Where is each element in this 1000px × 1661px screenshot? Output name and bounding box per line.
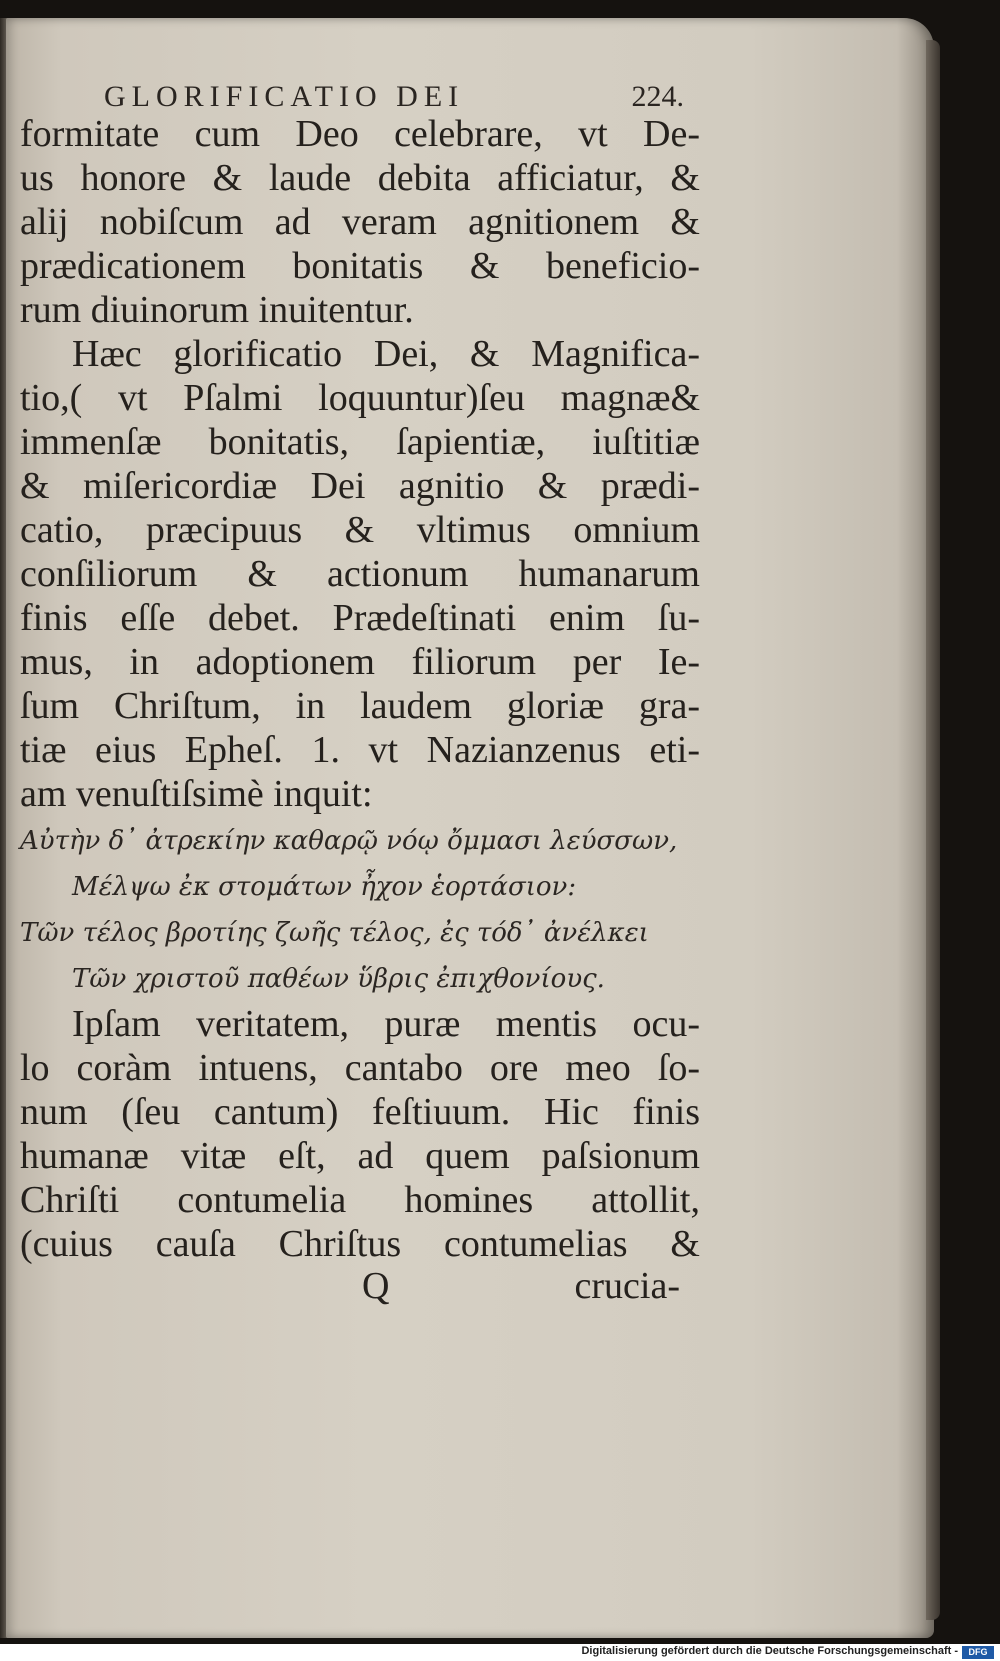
text-line: Chriſti contumelia homines attollit, — [20, 1179, 700, 1221]
greek-line: Μέλψω ἐκ στομάτων ἦχον ἑορτάσιον: — [72, 872, 577, 902]
greek-line: Τῶν χριστοῦ παθέων ὕβρις ἐπιχθονίους. — [72, 964, 605, 994]
text-line: finis eſſe debet. Prædeſtinati enim ſu- — [20, 597, 700, 639]
text-line: (cuius cauſa Chriſtus contumelias & — [20, 1223, 700, 1265]
page-footer-line — [20, 1264, 680, 1308]
text-line: Hæc glorificatio Dei, & Magnifica- — [72, 333, 700, 375]
text-line: num (ſeu cantum) feſtiuum. Hic finis — [20, 1091, 700, 1133]
text-line: alij nobiſcum ad veram agnitionem & — [20, 201, 700, 243]
funding-credit: Digitalisierung gefördert durch die Deutsche Forschungsgemeinschaft - — [581, 1645, 958, 1657]
greek-line: Αὐτὴν δ᾽ ἀτρεκίην καθαρῷ νόῳ ὄμμασι λεύσσων, — [20, 826, 678, 856]
greek-verse — [20, 818, 700, 1002]
text-line: rum diuinorum inuitentur. — [20, 289, 414, 331]
main-text — [20, 112, 700, 1266]
text-line: Ipſam veritatem, puræ mentis ocu- — [72, 1003, 700, 1045]
text-line: formitate cum Deo celebrare, vt De- — [20, 113, 700, 155]
text-line: am venuſtiſsimè inquit: — [20, 773, 373, 815]
dfg-logo: DFG — [962, 1646, 994, 1659]
signature-mark: Q — [362, 1265, 390, 1307]
text-line: mus, in adoptionem filiorum per Ie- — [20, 641, 700, 683]
page-edge — [926, 40, 940, 1620]
text-line: humanæ vitæ eſt, ad quem paſsionum — [20, 1135, 700, 1177]
text-line: tio,( vt Pſalmi loquuntur)ſeu magnæ& — [20, 377, 700, 419]
text-line: conſiliorum & actionum humanarum — [20, 553, 700, 595]
text-line: prædicationem bonitatis & beneficio- — [20, 245, 700, 287]
text-line: ſum Chriſtum, in laudem gloriæ gra- — [20, 685, 700, 727]
text-line: lo coràm intuens, cantabo ore meo ſo- — [20, 1047, 700, 1089]
digitization-footer — [0, 1644, 1000, 1661]
text-line: tiæ eius Epheſ. 1. vt Nazianzenus eti- — [20, 729, 700, 771]
running-head: GLORIFICATIO DEI — [104, 80, 465, 113]
text-line: immenſæ bonitatis, ſapientiæ, iuſtitiæ — [20, 421, 700, 463]
greek-line: Τῶν τέλος βροτίης ζωῆς τέλος, ἐς τόδ᾽ ἀνέλκει — [20, 918, 649, 948]
page-number: 224. — [631, 80, 684, 113]
catchword: crucia- — [574, 1265, 680, 1307]
text-line: us honore & laude debita afficiatur, & — [20, 157, 700, 199]
text-line: catio, præcipuus & vltimus omnium — [20, 509, 700, 551]
text-line: & miſericordiæ Dei agnitio & prædi- — [20, 465, 700, 507]
